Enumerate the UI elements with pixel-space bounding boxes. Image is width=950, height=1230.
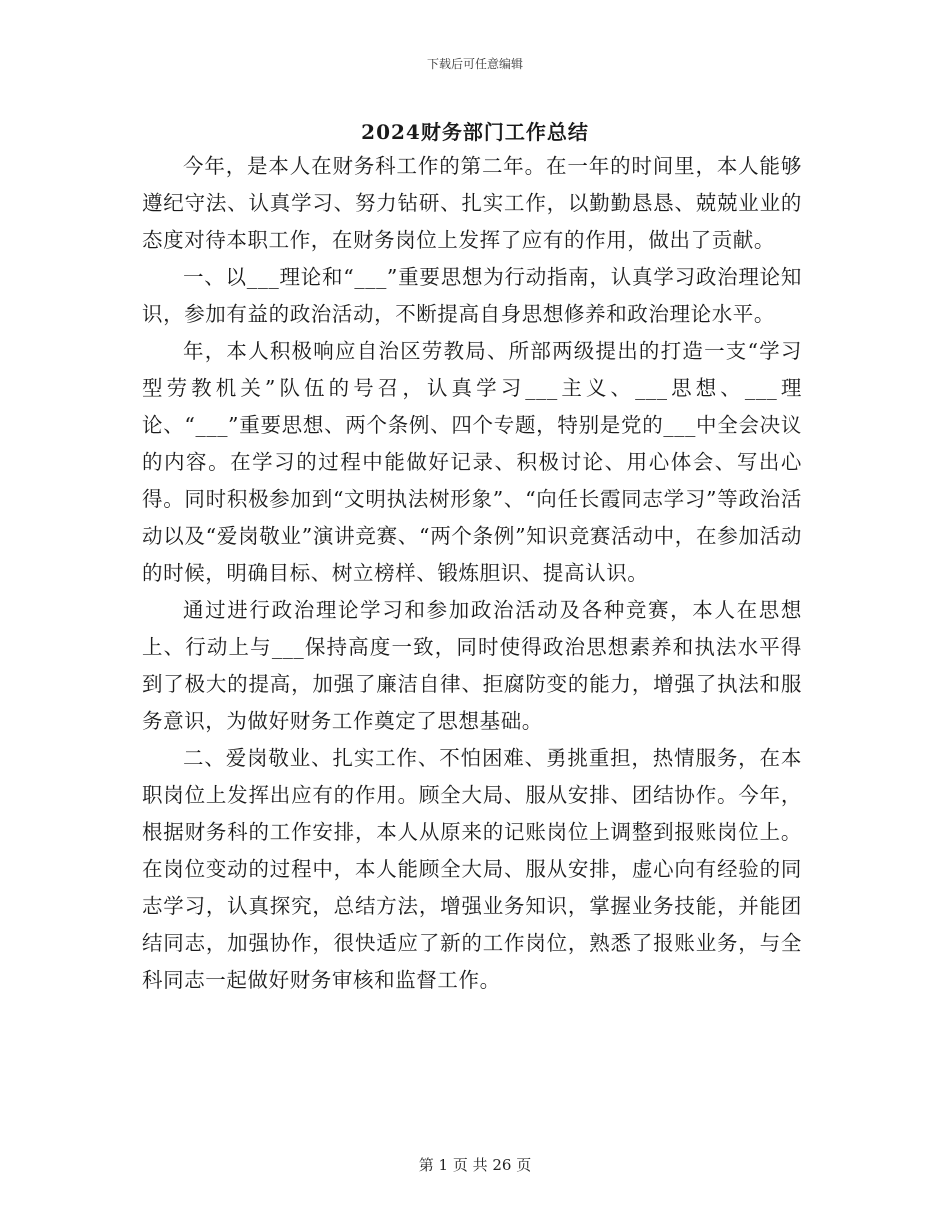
paragraph: 一、以___理论和“___”重要思想为行动指南，认真学习政治理论知识，参加有益的政治活动，不断提高自身思想修养和政治理论水平。: [142, 265, 802, 326]
paragraph: 今年，是本人在财务科工作的第二年。在一年的时间里，本人能够遵纪守法、认真学习、努力钻研、扎实工作，以勤勤恳恳、兢兢业业的态度对待本职工作，在财务岗位上发挥了应有的作用，做出了贡献。: [142, 154, 802, 252]
document-body: [142, 148, 802, 999]
paragraph: 通过进行政治理论学习和参加政治活动及各种竞赛，本人在思想上、行动上与___保持高度一致，同时使得政治思想素养和执法水平得到了极大的提高，加强了廉洁自律、拒腐防变的能力，增强了执法和服务意识，为做好财务工作奠定了思想基础。: [142, 598, 802, 733]
document-title: 2024财务部门工作总结: [361, 120, 589, 144]
paragraph: 年，本人积极响应自治区劳教局、所部两级提出的打造一支“学习型劳教机关”队伍的号召，认真学习___主义、___思想、___理论、“___”重要思想、两个条例、四个专题，特别是党的___中全会决议的内容。在学习的过程中能做好记录、积极讨论、用心体会、写出心得。同时积极参加到“文明执法树形象”、“向任长霞同志学习”等政治活动以及“爱岗敬业”演讲竞赛、“两个条例”知识竞赛活动中，在参加活动的时候，明确目标、树立榜样、锻炼胆识、提高认识。: [142, 339, 802, 585]
header-note: 下载后可任意编辑: [426, 57, 523, 71]
paragraph: 二、爱岗敬业、扎实工作、不怕困难、勇挑重担，热情服务，在本职岗位上发挥出应有的作用。顾全大局、服从安排、团结协作。今年，根据财务科的工作安排，本人从原来的记账岗位上调整到报账岗位上。在岗位变动的过程中，本人能顾全大局、服从安排，虚心向有经验的同志学习，认真探究，总结方法，增强业务知识，掌握业务技能，并能团结同志，加强协作，很快适应了新的工作岗位，熟悉了报账业务，与全科同志一起做好财务审核和监督工作。: [142, 746, 802, 992]
page-footer: 第 1 页 共 26 页: [418, 1156, 532, 1174]
